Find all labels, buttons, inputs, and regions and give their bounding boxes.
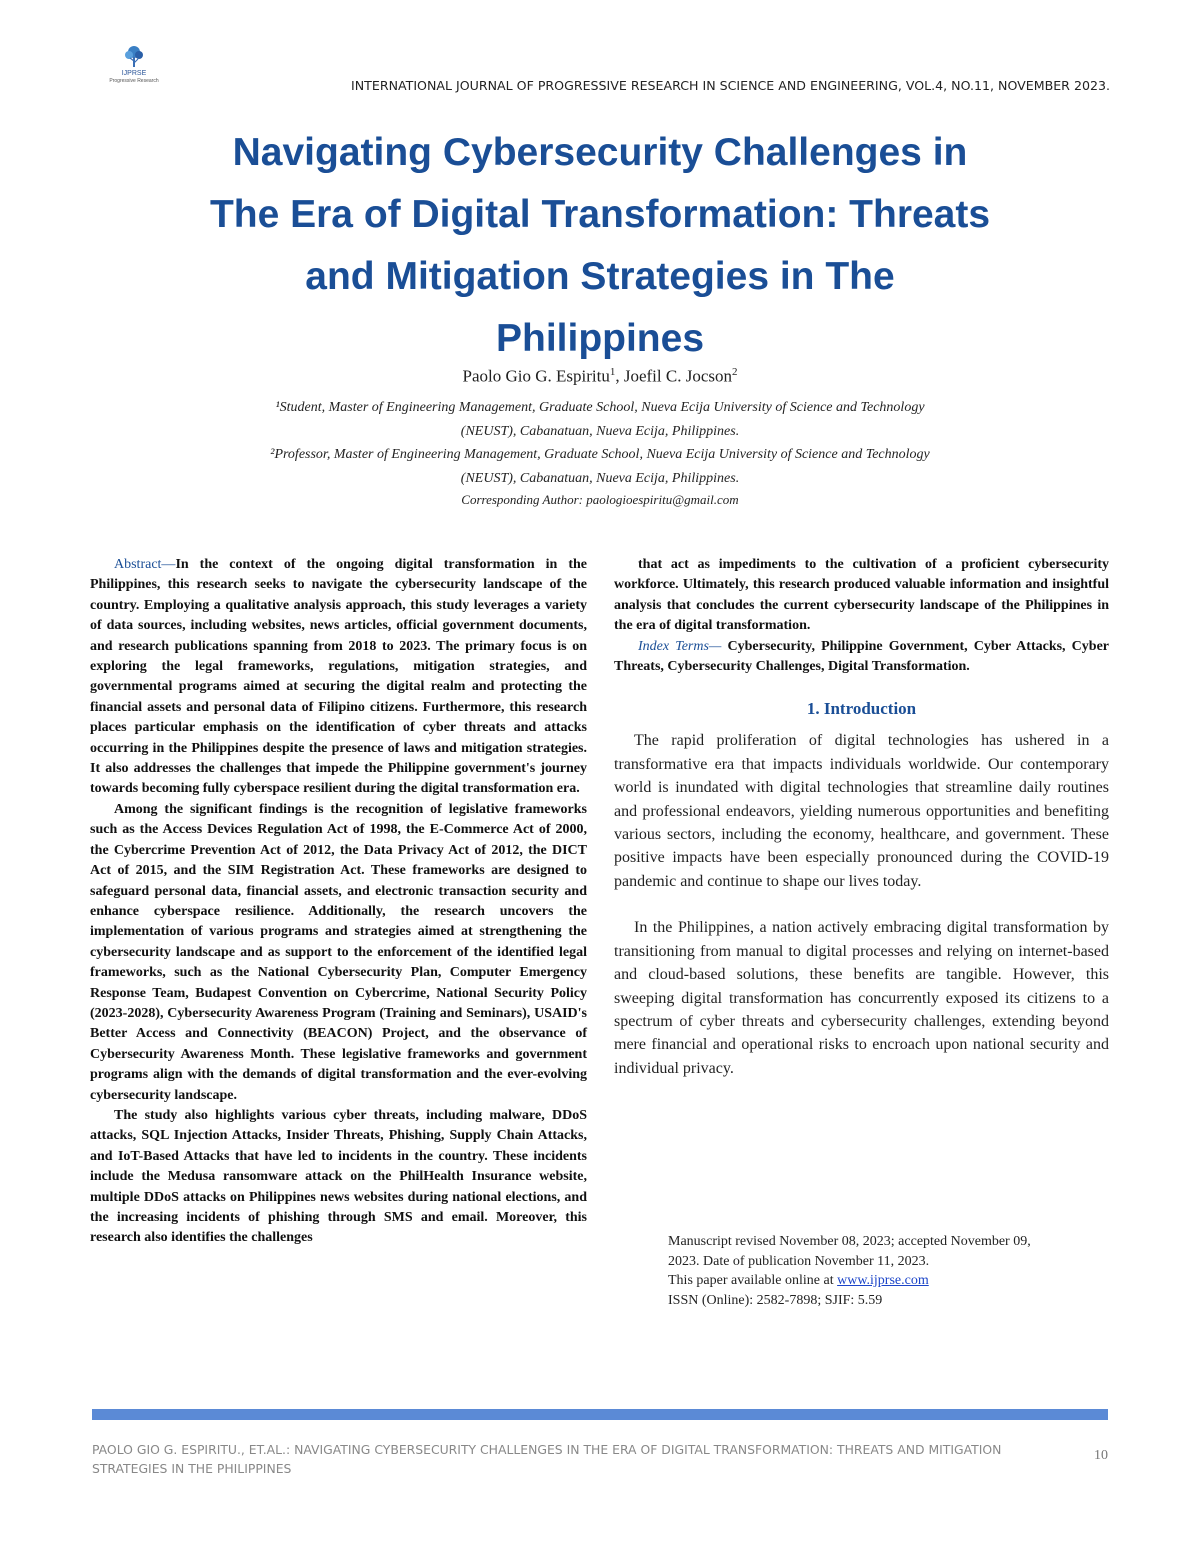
footer-divider-bar (92, 1409, 1108, 1420)
author-separator: , (615, 366, 624, 386)
abstract-paragraph (90, 555, 587, 800)
page-number: 10 (1094, 1448, 1108, 1463)
abstract-paragraph: The study also highlights various cyber threats, including malware, DDoS attacks, SQL Injection Attacks, Insider Threats, Phishing, Supply Chain Attacks, and IoT-Based Attacks that have led to incidents in the country. These incidents include the Medusa ransomware attack on the PhilHealth Insurance website, multiple DDoS attacks on Philippines news websites during national elections, and the increasing incidents of phishing through SMS and email. Moreover, this research also identifies the challenges (90, 1107, 587, 1246)
affiliation-2 (100, 443, 1100, 491)
author-list (100, 366, 1100, 387)
intro-paragraph: The rapid proliferation of digital technologies has ushered in a transformative era that impacts individuals worldwide. Our contemporary world is inundated with digital technologies that streamline daily routines and professional endeavors, yielding numerous opportunities and benefiting various sectors, including the economy, healthcare, and government. These positive impacts have been especially pronounced during the COVID-19 pandemic and continue to shape our lives today. (614, 732, 1109, 890)
manuscript-dates: Manuscript revised November 08, 2023; accepted November 09, 2023. Date of publication November 11, 2023. (668, 1234, 1031, 1269)
affiliation-line: ¹Student, Master of Engineering Management, Graduate School, Nueva Ecija University of Science and Technology (275, 400, 925, 415)
affiliation-line: ²Professor, Master of Engineering Management, Graduate School, Nueva Ecija University of Science and Technology (270, 447, 930, 462)
affiliation-1 (100, 396, 1100, 444)
title-line: The Era of Digital Transformation: Threats (209, 193, 991, 236)
abstract-continuation: that act as impediments to the cultivation of a proficient cybersecurity workforce. Ultimately, this research produced valuable information and insightful analysis that concludes the current cybersecurity landscape of the Philippines in the era of digital transformation. (614, 557, 1109, 634)
issn-line: ISSN (Online): 2582-7898; SJIF: 5.59 (668, 1292, 883, 1308)
author-affiliation-mark: 1 (609, 366, 616, 378)
index-terms-label: Index Terms— (638, 638, 722, 654)
right-column (614, 555, 1109, 1080)
tree-logo-icon (121, 44, 147, 70)
paper-title (120, 122, 1080, 370)
logo-subtitle: Progressive Research (109, 78, 159, 84)
author-name: Paolo Gio G. Espiritu (462, 366, 610, 386)
author-affiliation-mark: 2 (731, 366, 738, 378)
index-terms (614, 637, 1109, 678)
title-line: Navigating Cybersecurity Challenges in (232, 131, 968, 174)
abstract-text: In the context of the ongoing digital transformation in the Philippines, this research seeks to navigate the cybersecurity landscape of the country. Employing a qualitative analysis approach, this study leverages a variety of data sources, including websites, news articles, official government documents, and research publications spanning from 2018 to 2023. The primary focus is on exploring the legal frameworks, regulations, mitigation strategies, and governmental programs aimed at securing the digital realm and protecting the financial assets and personal data of Filipino citizens. Furthermore, this research places particular emphasis on the identification of cyber threats and attacks occurring in the Philippines despite the presence of laws and mitigation strategies. It also addresses the challenges that impede the Philippine government's journey towards becoming fully cyberspace resilient during the digital transformation era. (90, 557, 587, 797)
title-line: Philippines (495, 317, 705, 360)
running-footer: PAOLO GIO G. ESPIRITU., ET.AL.: NAVIGATING CYBERSECURITY CHALLENGES IN THE ERA OF DIGITAL TRANSFORMATION: THREATS AND MITIGATION STRATEGIES IN THE PHILIPPINES (92, 1442, 1002, 1476)
title-line: and Mitigation Strategies in The (305, 255, 895, 298)
journal-website-link[interactable]: www.ijprse.com (837, 1273, 929, 1289)
left-column (90, 555, 587, 1249)
abstract-paragraph: Among the significant findings is the recognition of legislative frameworks such as the Access Devices Regulation Act of 1998, the E-Commerce Act of 2000, the Cybercrime Prevention Act of 2012, the Data Privacy Act of 2012, the DICT Act of 2015, and the SIM Registration Act. These frameworks are designed to safeguard personal data, financial assets, and electronic transaction security and enhance cyberspace resilience. Additionally, the research uncovers the implementation of various programs and strategies aimed at strengthening the cybersecurity landscape and as support to the enforcement of the identified legal frameworks, such as the National Cybersecurity Plan, Computer Emergency Response Team, Budapest Convention on Cybercrime, National Security Policy (2023-2028), Cybersecurity Awareness Program (Training and Seminars), USAID's Better Access and Connectivity (BEACON) Project, and the observance of Cybersecurity Awareness Month. These legislative frameworks and government programs align with the demands of digital transformation and the ever-evolving cybersecurity landscape. (90, 801, 587, 1103)
author-name: Joefil C. Jocson (623, 366, 732, 386)
availability-prefix: This paper available online at (668, 1273, 838, 1289)
section-heading-introduction: 1. Introduction (806, 699, 917, 719)
corresponding-author: Corresponding Author: paologioespiritu@gmail.com (461, 492, 739, 507)
abstract-label: Abstract— (114, 557, 176, 572)
logo-name: IJPRSE (121, 70, 147, 77)
affiliation-line: (NEUST), Cabanatuan, Nueva Ecija, Philippines. (460, 471, 740, 486)
journal-logo (104, 44, 164, 94)
availability-line (668, 1271, 1048, 1291)
journal-header: INTERNATIONAL JOURNAL OF PROGRESSIVE RESEARCH IN SCIENCE AND ENGINEERING, VOL.4, NO.11, NOVEMBER 2023. (351, 78, 1110, 93)
manuscript-info (668, 1232, 1048, 1310)
index-terms-text: Cybersecurity, Philippine Government, Cyber Attacks, Cyber Threats, Cybersecurity Challenges, Digital Transformation. (614, 638, 1109, 675)
intro-paragraph: In the Philippines, a nation actively embracing digital transformation by transitioning from manual to digital processes and relying on internet-based and cloud-based solutions, these benefits are tangible. However, this sweeping digital transformation has concurrently exposed its citizens to a spectrum of cyber threats and cybersecurity challenges, extending beyond mere financial and operational risks to encroach upon national security and individual privacy. (614, 919, 1109, 1077)
affiliation-line: (NEUST), Cabanatuan, Nueva Ecija, Philippines. (460, 424, 740, 439)
